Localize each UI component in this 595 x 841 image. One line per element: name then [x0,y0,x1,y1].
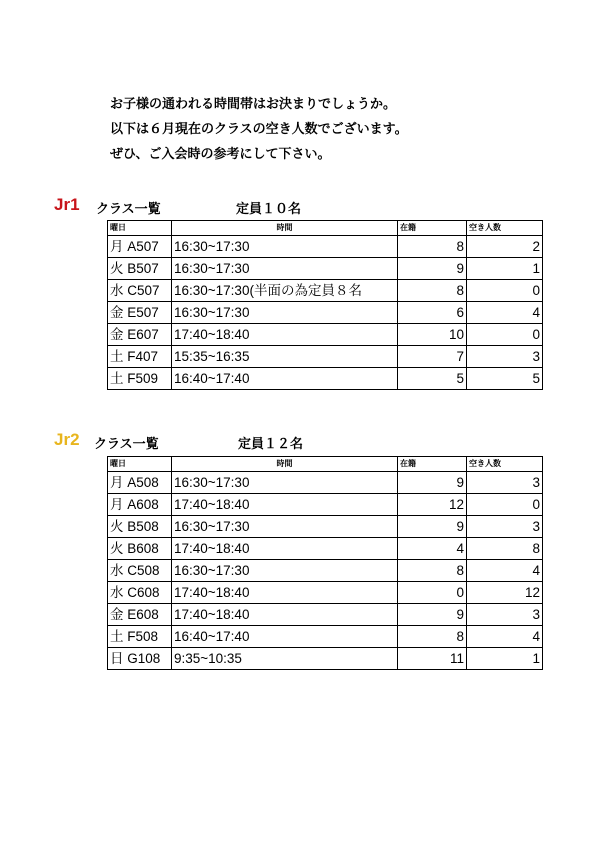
col-vacancy: 空き人数 [467,457,543,472]
table-row [108,258,543,280]
class-name-cell: 金 E507 [108,302,172,324]
intro-line: ぜひ、ご入会時の参考にして下さい。 [110,147,331,162]
vacancy-cell: 4 [467,560,543,582]
table-row [108,626,543,648]
table-row [108,302,543,324]
intro-text [110,92,408,167]
table-header-row [108,457,543,472]
col-day: 曜日 [108,457,172,472]
vacancy-cell: 5 [467,368,543,390]
jr2-label: Jr2 [54,430,80,449]
jr1-header [54,195,354,219]
col-enrolled: 在籍 [398,221,467,236]
vacancy-cell: 12 [467,582,543,604]
class-name-cell: 月 A507 [108,236,172,258]
enrolled-cell: 7 [398,346,467,368]
col-vacancy: 空き人数 [467,221,543,236]
table-row [108,324,543,346]
enrolled-cell: 11 [398,648,467,670]
time-cell: 16:30~17:30 [172,516,398,538]
enrolled-cell: 8 [398,236,467,258]
vacancy-cell: 3 [467,516,543,538]
time-cell: 16:30~17:30 [172,560,398,582]
jr1-capacity: 定員１０名 [236,202,302,217]
class-name-cell: 火 B608 [108,538,172,560]
jr2-table [107,456,543,670]
class-name-cell: 金 E608 [108,604,172,626]
class-name-cell: 火 B508 [108,516,172,538]
class-name-cell: 金 E607 [108,324,172,346]
jr1-title: クラス一覧 [96,202,161,217]
enrolled-cell: 8 [398,626,467,648]
jr2-header [54,430,354,454]
vacancy-cell: 3 [467,604,543,626]
vacancy-cell: 0 [467,324,543,346]
enrolled-cell: 10 [398,324,467,346]
intro-line: お子様の通われる時間帯はお決まりでしょうか。 [110,97,397,112]
vacancy-cell: 3 [467,346,543,368]
time-cell: 17:40~18:40 [172,604,398,626]
table-row [108,280,543,302]
time-cell: 16:40~17:40 [172,368,398,390]
class-name-cell: 火 B507 [108,258,172,280]
time-cell: 17:40~18:40 [172,538,398,560]
enrolled-cell: 4 [398,538,467,560]
table-row [108,648,543,670]
table-row [108,368,543,390]
time-cell: 16:30~17:30 [172,258,398,280]
col-time: 時間 [172,457,398,472]
enrolled-cell: 0 [398,582,467,604]
table-row [108,516,543,538]
vacancy-cell: 8 [467,538,543,560]
class-name-cell: 日 G108 [108,648,172,670]
vacancy-cell: 1 [467,258,543,280]
time-cell: 9:35~10:35 [172,648,398,670]
jr1-label: Jr1 [54,195,80,214]
time-cell: 17:40~18:40 [172,494,398,516]
table-row [108,472,543,494]
class-name-cell: 月 A608 [108,494,172,516]
enrolled-cell: 9 [398,604,467,626]
time-cell: 16:30~17:30 [172,302,398,324]
jr2-capacity: 定員１２名 [238,437,304,452]
enrolled-cell: 9 [398,516,467,538]
table-row [108,582,543,604]
table-row [108,236,543,258]
time-cell: 16:40~17:40 [172,626,398,648]
col-day: 曜日 [108,221,172,236]
table-header-row [108,221,543,236]
class-name-cell: 水 C507 [108,280,172,302]
enrolled-cell: 8 [398,560,467,582]
vacancy-cell: 0 [467,494,543,516]
table-row [108,346,543,368]
class-name-cell: 土 F508 [108,626,172,648]
time-cell: 15:35~16:35 [172,346,398,368]
time-cell: 17:40~18:40 [172,324,398,346]
table-row [108,538,543,560]
vacancy-cell: 2 [467,236,543,258]
class-name-cell: 土 F509 [108,368,172,390]
time-cell: 17:40~18:40 [172,582,398,604]
table-row [108,604,543,626]
enrolled-cell: 8 [398,280,467,302]
class-name-cell: 土 F407 [108,346,172,368]
class-name-cell: 水 C508 [108,560,172,582]
intro-line: 以下は６月現在のクラスの空き人数でございます。 [110,122,408,137]
enrolled-cell: 12 [398,494,467,516]
vacancy-cell: 3 [467,472,543,494]
enrolled-cell: 9 [398,472,467,494]
col-time: 時間 [172,221,398,236]
col-enrolled: 在籍 [398,457,467,472]
vacancy-cell: 4 [467,302,543,324]
vacancy-cell: 0 [467,280,543,302]
table-row [108,494,543,516]
time-cell: 16:30~17:30 [172,472,398,494]
vacancy-cell: 1 [467,648,543,670]
time-cell: 16:30~17:30(半面の為定員８名 [172,280,398,302]
time-cell: 16:30~17:30 [172,236,398,258]
jr1-table [107,220,543,390]
enrolled-cell: 5 [398,368,467,390]
enrolled-cell: 9 [398,258,467,280]
class-name-cell: 月 A508 [108,472,172,494]
table-row [108,560,543,582]
enrolled-cell: 6 [398,302,467,324]
class-name-cell: 水 C608 [108,582,172,604]
jr2-title: クラス一覧 [94,437,159,452]
vacancy-cell: 4 [467,626,543,648]
